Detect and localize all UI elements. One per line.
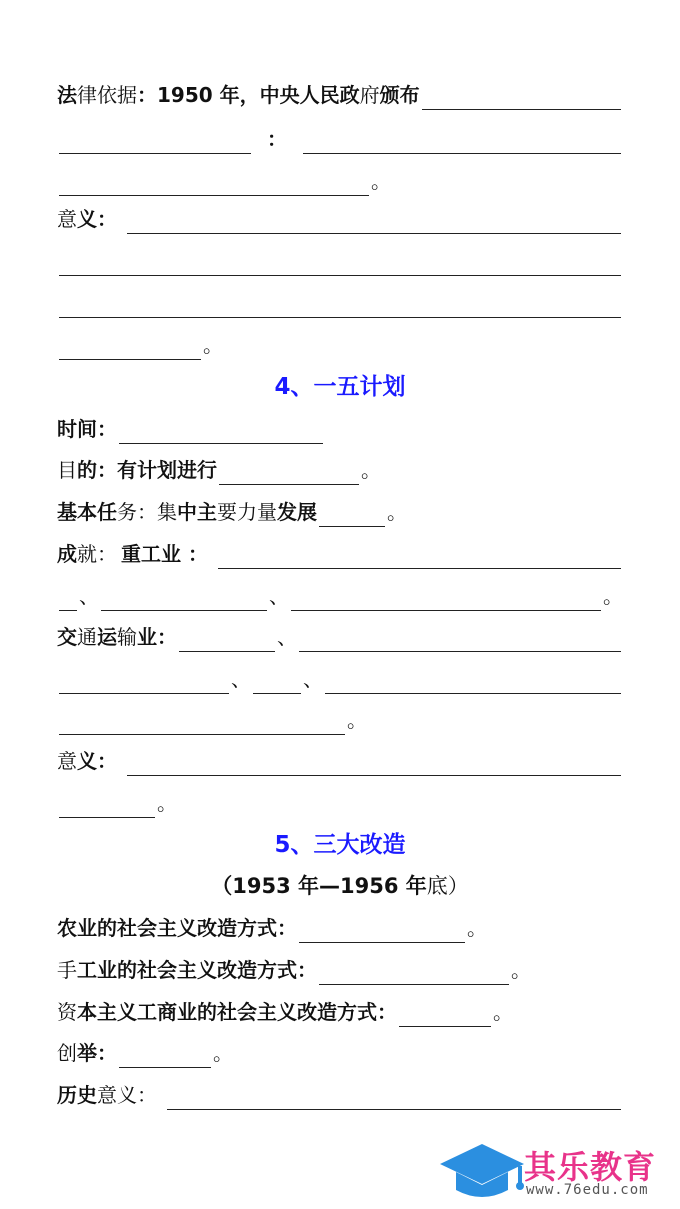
answer-blank[interactable] — [299, 629, 621, 652]
answer-blank[interactable] — [219, 462, 359, 485]
answer-blank[interactable] — [218, 546, 621, 569]
achievement-line: 成 就： 重工业 ： — [57, 539, 623, 569]
brand-logo — [436, 1138, 676, 1204]
answer-blank[interactable] — [101, 588, 267, 611]
task-line: 基本任 务：集 中主 要力量 发展 。 — [57, 497, 623, 527]
answer-blank[interactable] — [119, 1045, 211, 1068]
section-5-period: （1953 年—1956 年底） — [211, 874, 469, 898]
answer-blank[interactable] — [59, 337, 201, 360]
answer-blank[interactable] — [299, 920, 465, 943]
graduation-cap-icon — [436, 1138, 526, 1204]
transport-line: 交 通 运 输 业： 、 — [57, 622, 623, 652]
legal-basis-line: 法 律依据 ：1950 年，中央人民政 府 颁布 — [57, 80, 623, 110]
answer-blank[interactable] — [59, 712, 345, 735]
section-5-heading: 5、三大改造 — [274, 832, 406, 858]
legal-label: 法 — [57, 83, 77, 107]
answer-blank[interactable] — [119, 421, 323, 444]
time-line: 时间： — [57, 414, 623, 444]
transport-line-3: 。 — [57, 705, 623, 735]
answer-blank[interactable] — [59, 671, 229, 694]
brand-url: www.76edu.com — [526, 1182, 649, 1198]
answer-blank[interactable] — [59, 295, 621, 318]
handicraft-line: 手 工业的社会主义改造方式： 。 — [57, 955, 623, 985]
significance-line: 意 义： — [57, 204, 623, 234]
innovation-line: 创 举： 。 — [57, 1038, 623, 1068]
answer-blank[interactable] — [59, 795, 155, 818]
capitalist-line: 资 本主义工商业的社会主义改造方式： 。 — [57, 997, 623, 1027]
transport-line-2: 、 、 — [57, 664, 623, 694]
answer-blank[interactable] — [127, 753, 621, 776]
answer-blank[interactable] — [303, 131, 621, 154]
achievement-line-2: 、 、 。 — [57, 581, 623, 611]
answer-blank[interactable] — [325, 671, 621, 694]
answer-blank[interactable] — [59, 588, 77, 611]
answer-blank[interactable] — [319, 504, 385, 527]
answer-blank[interactable] — [291, 588, 601, 611]
answer-blank[interactable] — [59, 173, 369, 196]
legal-basis-line-3: 。 — [57, 166, 623, 196]
agriculture-line: 农业的社会主义改造方式： 。 — [57, 913, 623, 943]
significance-line-3 — [57, 288, 623, 318]
answer-blank[interactable] — [422, 87, 621, 110]
significance-4-line: 意 义： — [57, 746, 623, 776]
section-4-heading: 4、一五计划 — [274, 374, 406, 400]
answer-blank[interactable] — [319, 962, 509, 985]
legal-basis-line-2: ： — [57, 124, 623, 154]
answer-blank[interactable] — [167, 1087, 621, 1110]
significance-4-line-2: 。 — [57, 788, 623, 818]
answer-blank[interactable] — [59, 253, 621, 276]
answer-blank[interactable] — [59, 131, 251, 154]
answer-blank[interactable] — [127, 211, 621, 234]
significance-line-4: 。 — [57, 330, 623, 360]
brand-name: 其乐教育 — [524, 1148, 657, 1186]
purpose-line: 目 的：有计划进行 。 — [57, 455, 623, 485]
answer-blank[interactable] — [179, 629, 275, 652]
answer-blank[interactable] — [253, 671, 301, 694]
history-significance-line: 历史 意义： — [57, 1080, 623, 1110]
answer-blank[interactable] — [399, 1004, 491, 1027]
significance-line-2 — [57, 246, 623, 276]
